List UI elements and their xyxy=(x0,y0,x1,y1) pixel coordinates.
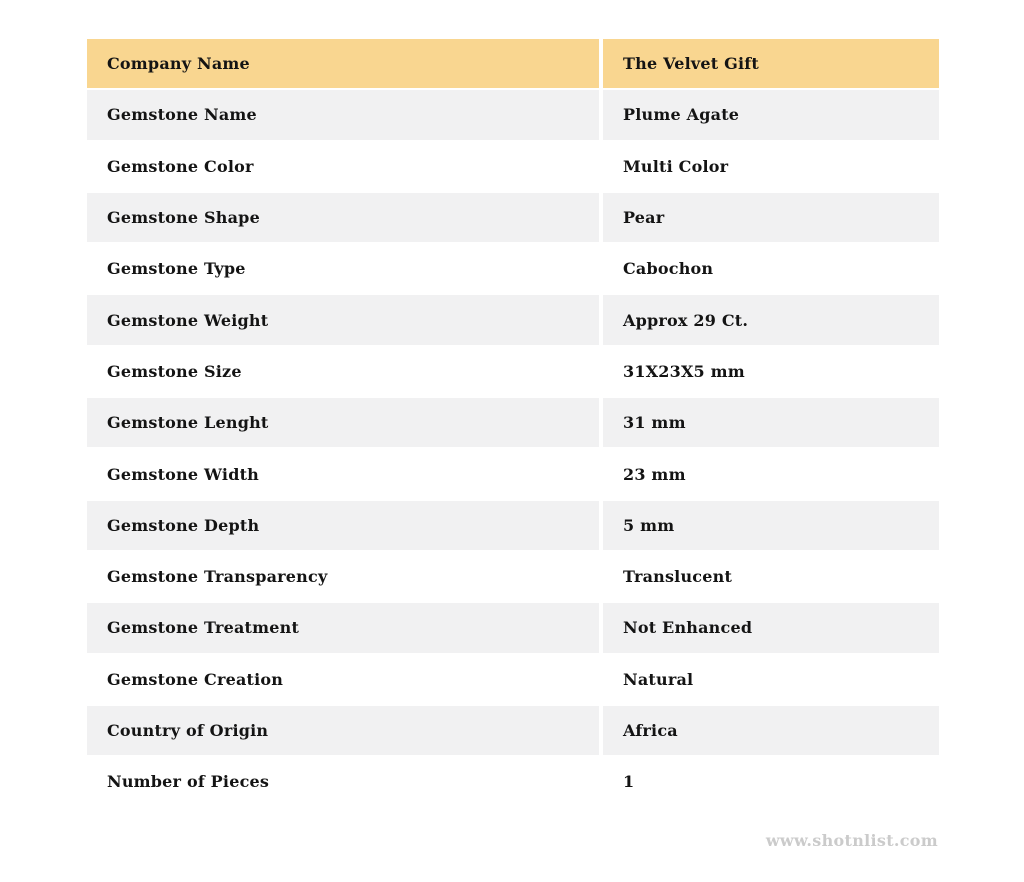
row-label-cell: Gemstone Shape xyxy=(87,193,599,242)
row-value-cell: Natural xyxy=(603,655,939,704)
row-label-cell: Gemstone Width xyxy=(87,449,599,498)
row-value-cell: 23 mm xyxy=(603,449,939,498)
row-label-cell: Gemstone Type xyxy=(87,244,599,293)
row-value-cell: Approx 29 Ct. xyxy=(603,295,939,344)
row-value-cell: Translucent xyxy=(603,552,939,601)
row-value-cell: Multi Color xyxy=(603,142,939,191)
table-row xyxy=(87,757,939,806)
table-row xyxy=(87,706,939,755)
row-value-cell: Cabochon xyxy=(603,244,939,293)
row-value-cell: Plume Agate xyxy=(603,90,939,139)
row-value-cell: 31X23X5 mm xyxy=(603,347,939,396)
header-value-cell: The Velvet Gift xyxy=(603,39,939,88)
row-label-cell: Gemstone Transparency xyxy=(87,552,599,601)
row-value-cell: 1 xyxy=(603,757,939,806)
row-value-cell: 5 mm xyxy=(603,501,939,550)
row-label-cell: Gemstone Treatment xyxy=(87,603,599,652)
row-label-cell: Gemstone Size xyxy=(87,347,599,396)
table-row xyxy=(87,90,939,139)
table-header-row xyxy=(87,39,939,88)
row-label-cell: Gemstone Weight xyxy=(87,295,599,344)
table-row xyxy=(87,295,939,344)
row-label-cell: Gemstone Depth xyxy=(87,501,599,550)
header-label-cell: Company Name xyxy=(87,39,599,88)
table-row xyxy=(87,347,939,396)
table-row xyxy=(87,449,939,498)
table-row xyxy=(87,142,939,191)
row-value-cell: 31 mm xyxy=(603,398,939,447)
row-label-cell: Number of Pieces xyxy=(87,757,599,806)
row-value-cell: Africa xyxy=(603,706,939,755)
table-row xyxy=(87,501,939,550)
gemstone-spec-table xyxy=(87,39,939,808)
row-label-cell: Gemstone Lenght xyxy=(87,398,599,447)
watermark-text: www.shotnlist.com xyxy=(765,831,938,850)
row-label-cell: Gemstone Color xyxy=(87,142,599,191)
table-row xyxy=(87,655,939,704)
row-label-cell: Gemstone Name xyxy=(87,90,599,139)
row-value-cell: Not Enhanced xyxy=(603,603,939,652)
table-row xyxy=(87,552,939,601)
row-label-cell: Gemstone Creation xyxy=(87,655,599,704)
table-row xyxy=(87,398,939,447)
table-row xyxy=(87,193,939,242)
row-value-cell: Pear xyxy=(603,193,939,242)
table-row xyxy=(87,244,939,293)
row-label-cell: Country of Origin xyxy=(87,706,599,755)
table-row xyxy=(87,603,939,652)
